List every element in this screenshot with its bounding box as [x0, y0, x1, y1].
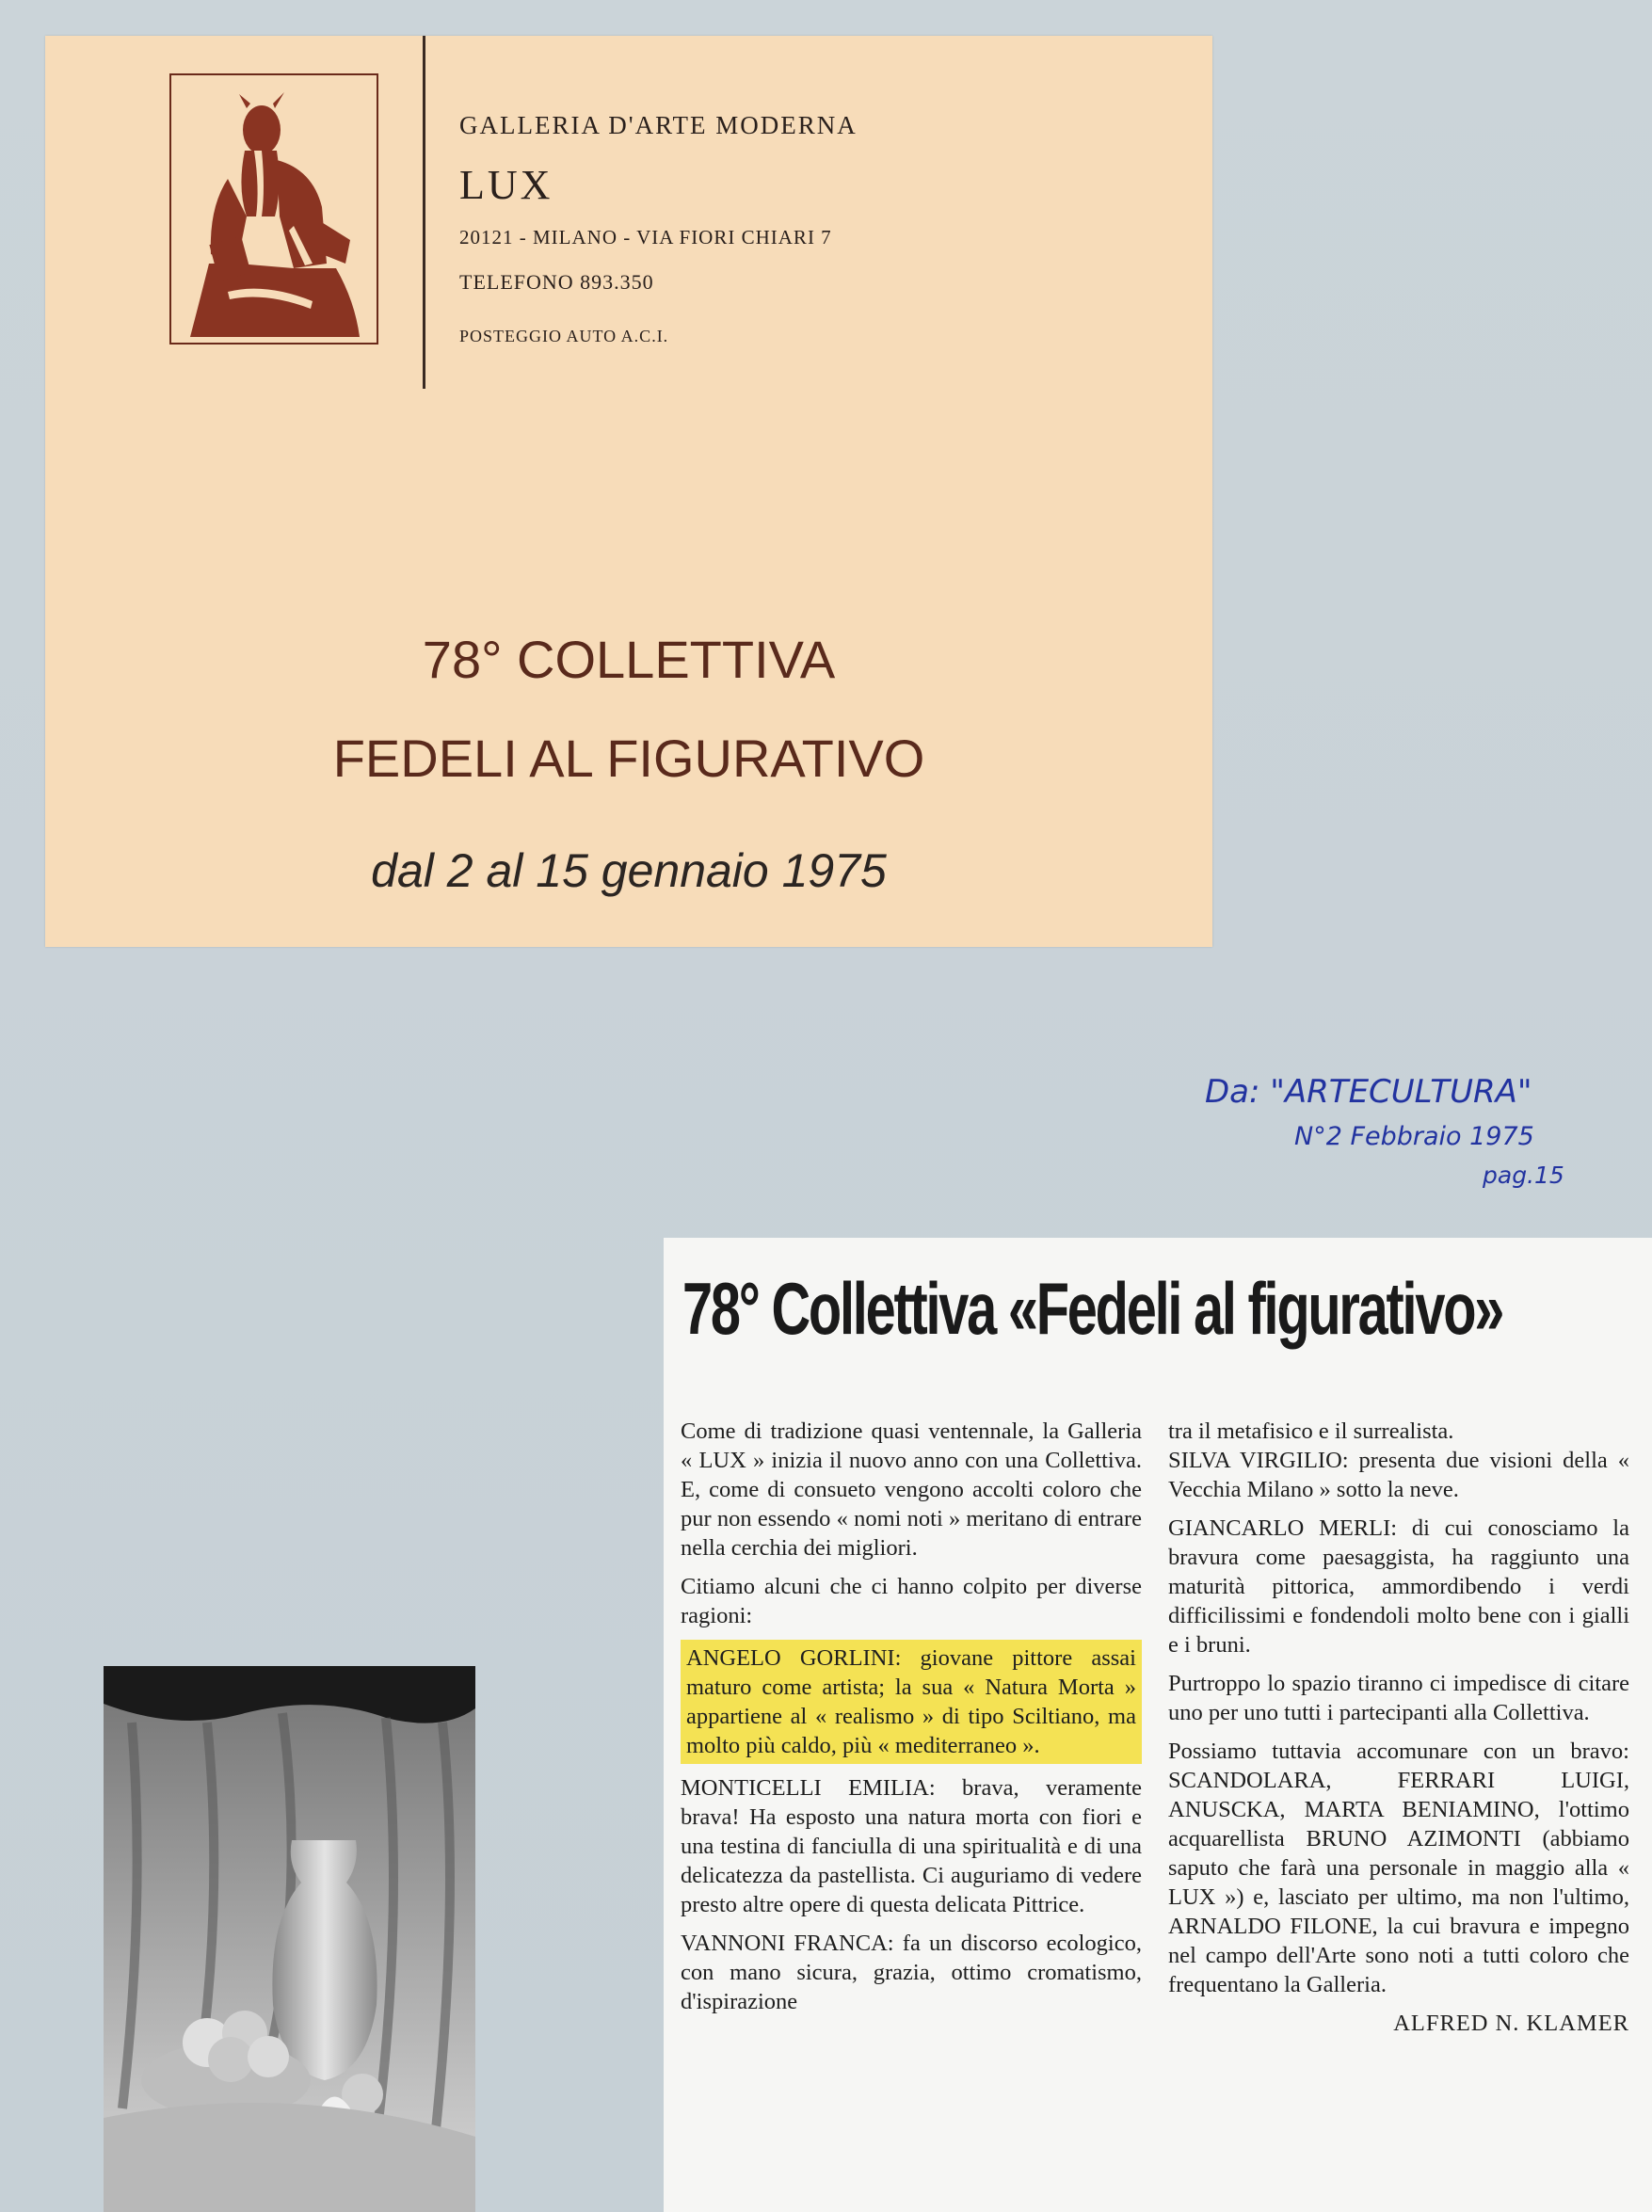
- article-column-left: [681, 1417, 1142, 2026]
- article-paragraph: GIANCARLO MERLI: di cui conosciamo la bravura come paesaggista, ha raggiunto una maturità pittorica, ammordibendo i verdi difficilissimi e fondendoli molto bene con i gialli e i bruni.: [1168, 1515, 1629, 1658]
- article-paragraph: Citiamo alcuni che ci hanno colpito per diverse ragioni:: [681, 1574, 1142, 1628]
- gallery-address: 20121 - MILANO - VIA FIORI CHIARI 7: [459, 226, 832, 248]
- article-paragraph: Come di tradizione quasi ventennale, la Galleria « LUX » inizia il nuovo anno con una Collettiva. E, come di consueto vengono accolti coloro che pur non essendo « nomi noti » meritano di entrare nella cerchia dei migliori.: [681, 1419, 1142, 1561]
- article-paragraph: Possiamo tuttavia accomunare con un bravo: SCANDOLARA, FERRARI LUIGI, ANUSCKA, MARTA BENIAMINO, l'ottimo acquarellista BRUNO AZIMONTI (abbiamo saputo che farà una personale in maggio alla « LUX ») e, lasciato per ultimo, ma non l'ultimo, ARNALDO FILONE, la cui bravura e impegno nel campo dell'Arte sono noti a tutti coloro che frequentano la Galleria.: [1168, 1739, 1629, 1997]
- article-column-right: [1168, 1417, 1629, 2047]
- article-paragraph: MONTICELLI EMILIA: brava, veramente brava! Ha esposto una natura morta con fiori e una testina di fanciulla di una spiritualità e di una delicatezza da pastellista. Ci auguriamo di vedere presto altre opere di questa delicata Pittrice.: [681, 1775, 1142, 1917]
- gallery-parking: POSTEGGIO AUTO A.C.I.: [459, 327, 669, 345]
- source-note-line1: Da: "ARTECULTURA": [1205, 1073, 1532, 1111]
- gallery-phone: TELEFONO 893.350: [459, 270, 654, 294]
- card-title-line1: 78° COLLETTIVA: [422, 630, 836, 689]
- card-title-line2: FEDELI AL FIGURATIVO: [332, 729, 925, 788]
- article-signature: ALFRED N. KLAMER: [1393, 2011, 1629, 2036]
- article-clipping: [664, 1238, 1652, 2212]
- article-paragraph: VANNONI FRANCA: fa un discorso ecologico, con mano sicura, grazia, ottimo cromatismo, d'ispirazione: [681, 1931, 1142, 2014]
- source-note-line2: N°2 Febbraio 1975: [1294, 1122, 1534, 1151]
- gallery-lux: LUX: [459, 162, 553, 208]
- article-paragraph: SILVA VIRGILIO: presenta due visioni della « Vecchia Milano » sotto la neve.: [1168, 1448, 1629, 1502]
- gallery-name: GALLERIA D'ARTE MODERNA: [459, 111, 858, 139]
- card-dates: dal 2 al 15 gennaio 1975: [371, 844, 887, 897]
- gallery-header: [459, 111, 858, 346]
- article-paragraph: tra il metafisico e il surrealista.: [1168, 1419, 1454, 1444]
- card-divider-line: [423, 36, 425, 389]
- article-paragraph: Purtroppo lo spazio tiranno ci impedisce di citare uno per uno tutti i partecipanti alla Collettiva.: [1168, 1671, 1629, 1725]
- highlighted-paragraph: ANGELO GORLINI: giovane pittore assai maturo come artista; la sua « Natura Morta » appartiene al « realismo » di tipo Sciltiano, ma molto più caldo, più « mediterraneo ».: [681, 1640, 1142, 1764]
- invitation-card: [45, 36, 1212, 947]
- moses-statue-logo-icon: [169, 73, 378, 345]
- article-title: 78° Collettiva «Fedeli al figurativo»: [682, 1267, 1503, 1350]
- source-note-line3: pag.15: [1483, 1162, 1564, 1189]
- still-life-photo: [104, 1666, 475, 2212]
